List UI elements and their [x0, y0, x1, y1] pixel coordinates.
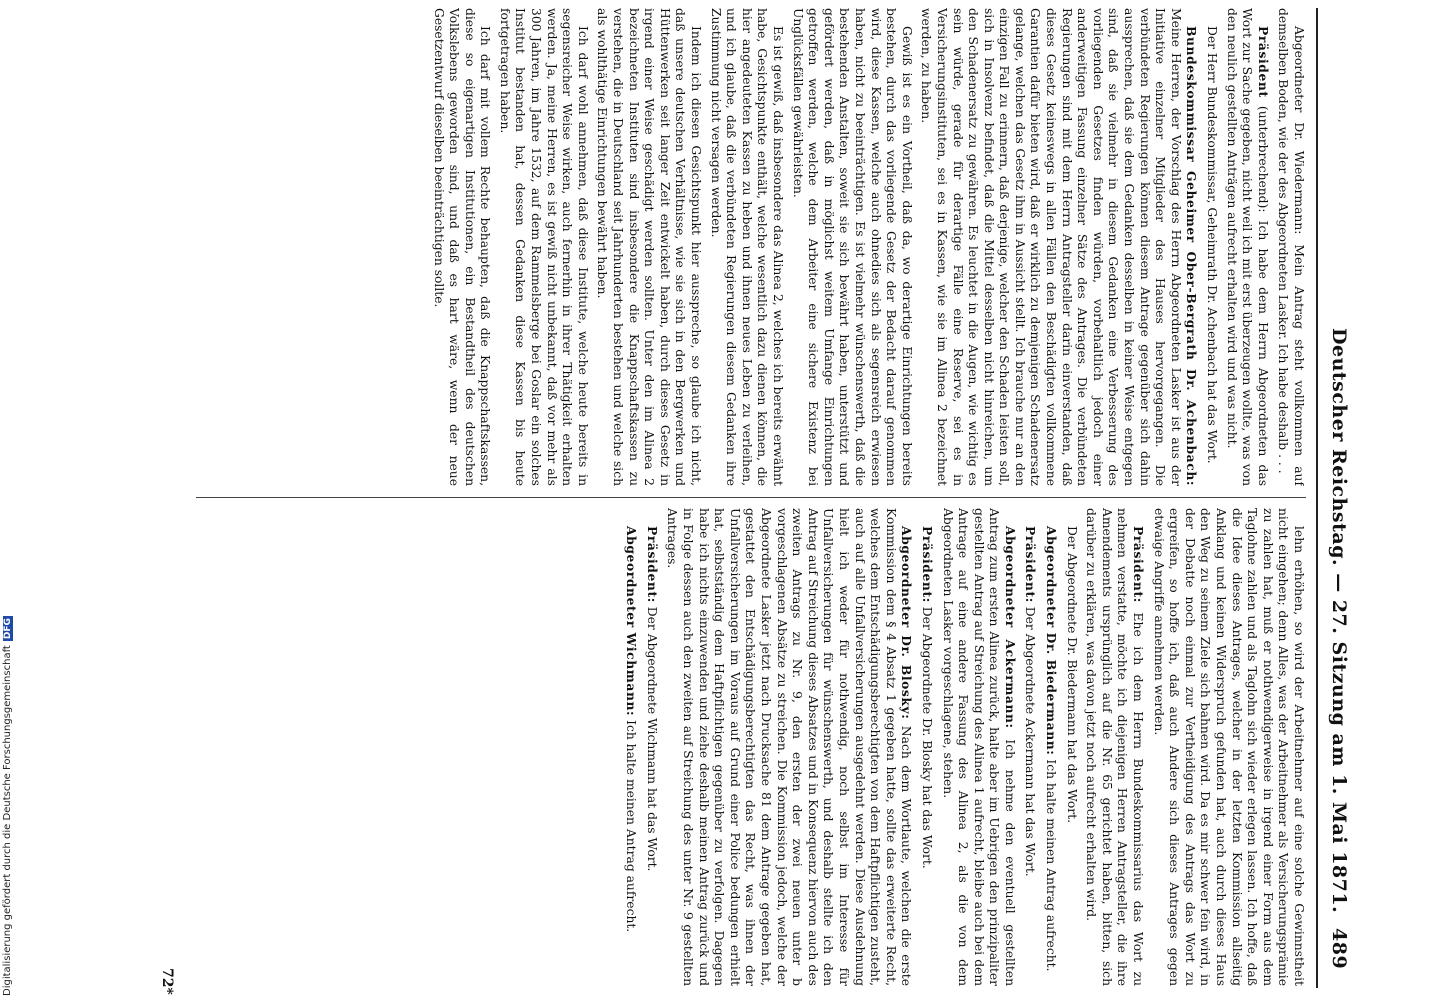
paragraph-text: Ich darf mit vollem Rechte behaupten, daß die Knappschaftskassen, diese so eigenartigen Institutionen, ein Bestandtheil des deutschen Volkslebens geworden sind, und daß es hart wäre, wenn der neue Gesetzentwurf dieselben beeinträchtigen sollte.: [431, 8, 493, 486]
credit-text: Digitalisierung gefördert durch die Deutsche Forschungsgemeinschaft: [2, 645, 13, 996]
page-number: 489: [1328, 928, 1350, 970]
paragraph: [1083, 508, 1146, 986]
paragraph: [789, 8, 914, 486]
speaker-name: Präsident:: [1023, 526, 1039, 603]
paragraph: [643, 508, 660, 986]
paragraph: [1275, 8, 1306, 486]
paragraph: [664, 508, 915, 986]
paragraph-text: Abgeordneter Dr. Wiedermann: Mein Antrag steht vollkommen auf demselben Boden, wie der des Abgeordneten Lasker. Ich habe deshalb . . .: [1276, 8, 1306, 486]
right-column: [166, 508, 1306, 986]
page-title: Deutscher Reichstag. — 27. Sitzung am 1. Mai 1871.: [1328, 328, 1350, 914]
signature-mark: 72*: [159, 968, 175, 995]
paragraph: [1150, 508, 1306, 986]
paragraph: [1203, 8, 1219, 486]
paragraph-text: lehn erhöhen, so wird der Arbeitnehmer auf eine solche Gewinnstheit nicht eingehen; denn Alles, was der Arbeitnehmer als Versicherungsprämie zu zahlen hat, muß er nothwendigerweise in irgend einer Form aus dem Taglohne zahlen und als Taglohn sich wieder erlegen lassen. Ich hoffe, daß die Idee dieses Antrages, welcher in der letzten Kommission allseitig Anklang und keinen Widerspruch gefunden hat, auch durch dieses Haus den Weg zu seinem Ziele sich bahnen wird. Da es mir schwer fein wird, in der Debatte noch einmal zur Vertheidigung des Antrags das Wort zu ergreifen, so hoffe ich, daß auch Andere sich dieses Antrages gegen etwaige Angriffe annehmen werden.: [1151, 508, 1306, 986]
paragraph-text: Der Abgeordnete Dr. Biedermann hat das Wort.: [1064, 526, 1079, 823]
paragraph-text: Nach dem Wortlaute, welchen die erste Kommission dem § 4 Absatz 1 gegeben hatte, sollte das erweiterte Recht, welches dem Entschädigungsberechtigten von dem Haftpflichtigen zusteht, auch auf alle Unfallversicherungen ausgedehnt werden. Diese Ausdehnung hielt ich weder für nothwendig, noch selbst im Interesse für Unfallversicherungen für wünschenswerth, und deshalb stellte ich den Antrag auf Streichung dieses Absatzes und in Konsequenz hiervon auch des zweiten Antrags zu Nr. 9, den ersten der zwei neuen unter b vorgeschlagenen Absätze zu streichen. Die Kommission jedoch, welche der Abgeordnete Lasker jetzt nach Drucksache 81 dem Antrage gegeben hat, gestattet den Entschädigungsberechtigten das Recht, was ihnen der Unfallversicherungen im Voraus auf Grund einer Police bedungen erhielt hat, selbstständig dem Haftpflichtigen gegenüber zu verfolgen. Dagegen habe ich nichts einzuwenden und ziehe deshalb meinen Antrag zurück und in Folge dessen auch den zweiten auf Streichung des unter Nr. 9 gestellten Antrages.: [665, 508, 914, 986]
paragraph-text: Ich halte meinen Antrag aufrecht.: [1044, 759, 1059, 972]
speaker-name: Präsident:: [919, 526, 935, 603]
paragraph: [1022, 508, 1039, 986]
paragraph-text: Ich nehme den eventuell gestellten Antrag zum ersten Alinea zurück, halte aber im Uebrigen den prinzipaliter gestellten Antrag auf Streichung des Alinea 1 aufrecht, bleibe auch bei dem Antrage auf eine andere Fassung des Alinea 2, als die von dem Abgeordneten Lasker vorgeschlagene, stehen.: [940, 508, 1017, 986]
paragraph: [430, 8, 492, 486]
paragraph-text: Der Abgeordnete Wichmann hat das Wort.: [644, 606, 659, 872]
paragraph-text: Der Herr Bundeskommissar, Geheimrath Dr. Achenbach hat das Wort.: [1205, 26, 1220, 464]
paragraph: [1063, 508, 1079, 986]
digitization-credit: [0, 0, 14, 1000]
paragraph-text: Es ist gewiß, daß insbesondere das Alinea 2, welches ich bereits erwähnt habe, Gesichtspunkte enthält, welche wesentlich dazu dienen können, die hier angedeuteten Kassen zu heben und ihnen neues Leben zu verleihen, und ich glaube, daß die verbündeten Regierungen diesem Gedanken ihre Zustimmung nicht versagen werden.: [708, 8, 785, 486]
speaker-name: Abgeordneter Dr. Biedermann:: [1044, 526, 1060, 756]
paragraph-text: Ehe ich dem Herrn Bundeskommissarius das Wort zu nehmen verstatte, möchte ich diejenigen Herren Antragsteller, die ihre Amendements ursprünglich auf die Nr. 65 gerichtet haben, bitten, sich darüber zu erklären, was davon jetzt noch aufrecht erhalten wird.: [1084, 508, 1146, 986]
paragraph-text: Ich darf wohl annehmen, daß diese Institute, welche heute bereits in segensreicher Weise wirken, auch fernerhin in ihrer Thätigkeit erhalten werden. Ja, meine Herren, es ist gewiß nicht unbekannt, daß vor mehr als 300 Jahren, im Jahre 1532, auf dem Rammelsberge bei Goslar ein solches Institut bestanden hat, dessen Gedanken diese Kassen bis heute fortgetragen haben.: [497, 8, 590, 486]
speaker-name: Präsident:: [644, 526, 660, 603]
dfg-logo-icon: DFG: [3, 618, 13, 640]
paragraph: [1223, 8, 1271, 486]
speaker-name: Bundeskommissar Geheimer Ober-Bergrath Dr. Achenbach:: [1184, 26, 1200, 486]
speaker-name: Abgeordneter Ackermann:: [1002, 526, 1018, 729]
paragraph-text: Der Abgeordnete Ackermann hat das Wort.: [1023, 606, 1038, 877]
paragraph: [918, 8, 1200, 486]
speaker-name: Präsident:: [1131, 526, 1147, 603]
column-divider: [196, 497, 1306, 498]
header-rule: [1316, 8, 1318, 988]
paragraph: [594, 8, 703, 486]
paragraph: [623, 508, 640, 986]
paragraph-text: (unterbrechend): Ich habe dem Herrn Abgeordneten das Wort zur Sache gegeben, nicht weil ich mit erst überzeugen wollte, was von den neulich gestellten Anträgen aufrecht erhalten wird und was nicht.: [1224, 8, 1270, 486]
paragraph: [707, 8, 785, 486]
speaker-name: Abgeordneter Wichmann:: [624, 526, 640, 717]
digitization-credit-text: [2, 616, 13, 996]
paragraph-text: Der Abgeordnete Dr. Blosky hat das Wort.: [919, 606, 934, 869]
rotated-page-content: [90, 8, 1350, 995]
speaker-name: Präsident: [1255, 26, 1271, 98]
paragraph: [939, 508, 1018, 986]
paragraph-text: Meine Herren, der Vorschlag des Herrn Abgeordneten Lasker ist aus der Initiative einzelner Mitglieder des Hauses hervorgegangen. Die verbündeten Regierungen können diesem Antrage gegenüber sich dahin aussprechen, daß sie dem Gedanken desselben in keiner Weise entgegen sind, daß sie vielmehr in diesem Gedanken eine Verbesserung des vorliegenden Gesetzes finden würden, vorbehaltlich jedoch einer anderweitigen Fassung einzelner Sätze des Antrages. Die verbündeten Regierungen sind mit dem Herrn Antragsteller darin einverstanden, daß dieses Gesetz keineswegs in allen Fällen den Beschädigten vollkommene Garantien dafür bieten wird, daß er wirklich zu demjenigen Schadenersatz gelange, welchen das Gesetz ihm in Aussicht stellt. Ich brauche nur an den einzigen Fall zu erinnern, daß derjenige, welcher den Schaden leisten soll, sich in Insolvenz befindet, daß die Mittel desselben nicht hinreichen, um den Schadenersatz zu gewähren. Es leuchtet in die Augen, wie wichtig es sein würde, gerade für derartige Fälle eine Reserve, sei es in Versicherungsinstituten, sei es in Kassen, wie sie im Alinea 2 bezeichnet werden, zu haben.: [919, 8, 1183, 486]
paragraph: [496, 8, 590, 486]
paragraph-text: Gewiß ist es ein Vortheil, daß da, wo derartige Einrichtungen bereits bestehen, durch das vorliegende Gesetz der Bedacht darauf genommen wird, diese Kassen, welche auch ohnedies sich als segensreich erwiesen haben, nicht zu beeinträchtigen. Es ist vielmehr wünschenswerth, daß die bestehenden Anstalten, soweit sie sich bewährt haben, unterstützt und gefördert werden, daß in möglichst weitem Umfange Einrichtungen getroffen werden, welche dem Arbeiter eine sichere Existenz bei Unglücksfällen gewährleisten.: [790, 8, 914, 486]
paragraph: [918, 508, 935, 986]
paragraph: [1043, 508, 1060, 986]
running-head: [1326, 8, 1350, 988]
paragraph-text: Ich halte meinen Antrag aufrecht.: [624, 720, 639, 933]
speaker-name: Abgeordneter Dr. Blosky:: [899, 526, 915, 720]
left-column: [166, 8, 1306, 486]
paragraph-text: Indem ich diesen Gesichtspunkt hier ausspreche, so glaube ich nicht, daß unsere deutschen Verhältnisse, wie sie sich in den Bergwerken und Hüttenwerken seit langer Zeit entwickelt haben, durch dieses Gesetz in irgend einer Weise geschädigt werden sollten. Unter den im Alinea 2 bezeichneten Instituten sind insbesondere die Knappschaftskassen zu verstehen, die in Deutschland seit Jahrhunderten bestehen und welche sich als wohlthätige Einrichtungen bewährt haben.: [595, 8, 704, 486]
